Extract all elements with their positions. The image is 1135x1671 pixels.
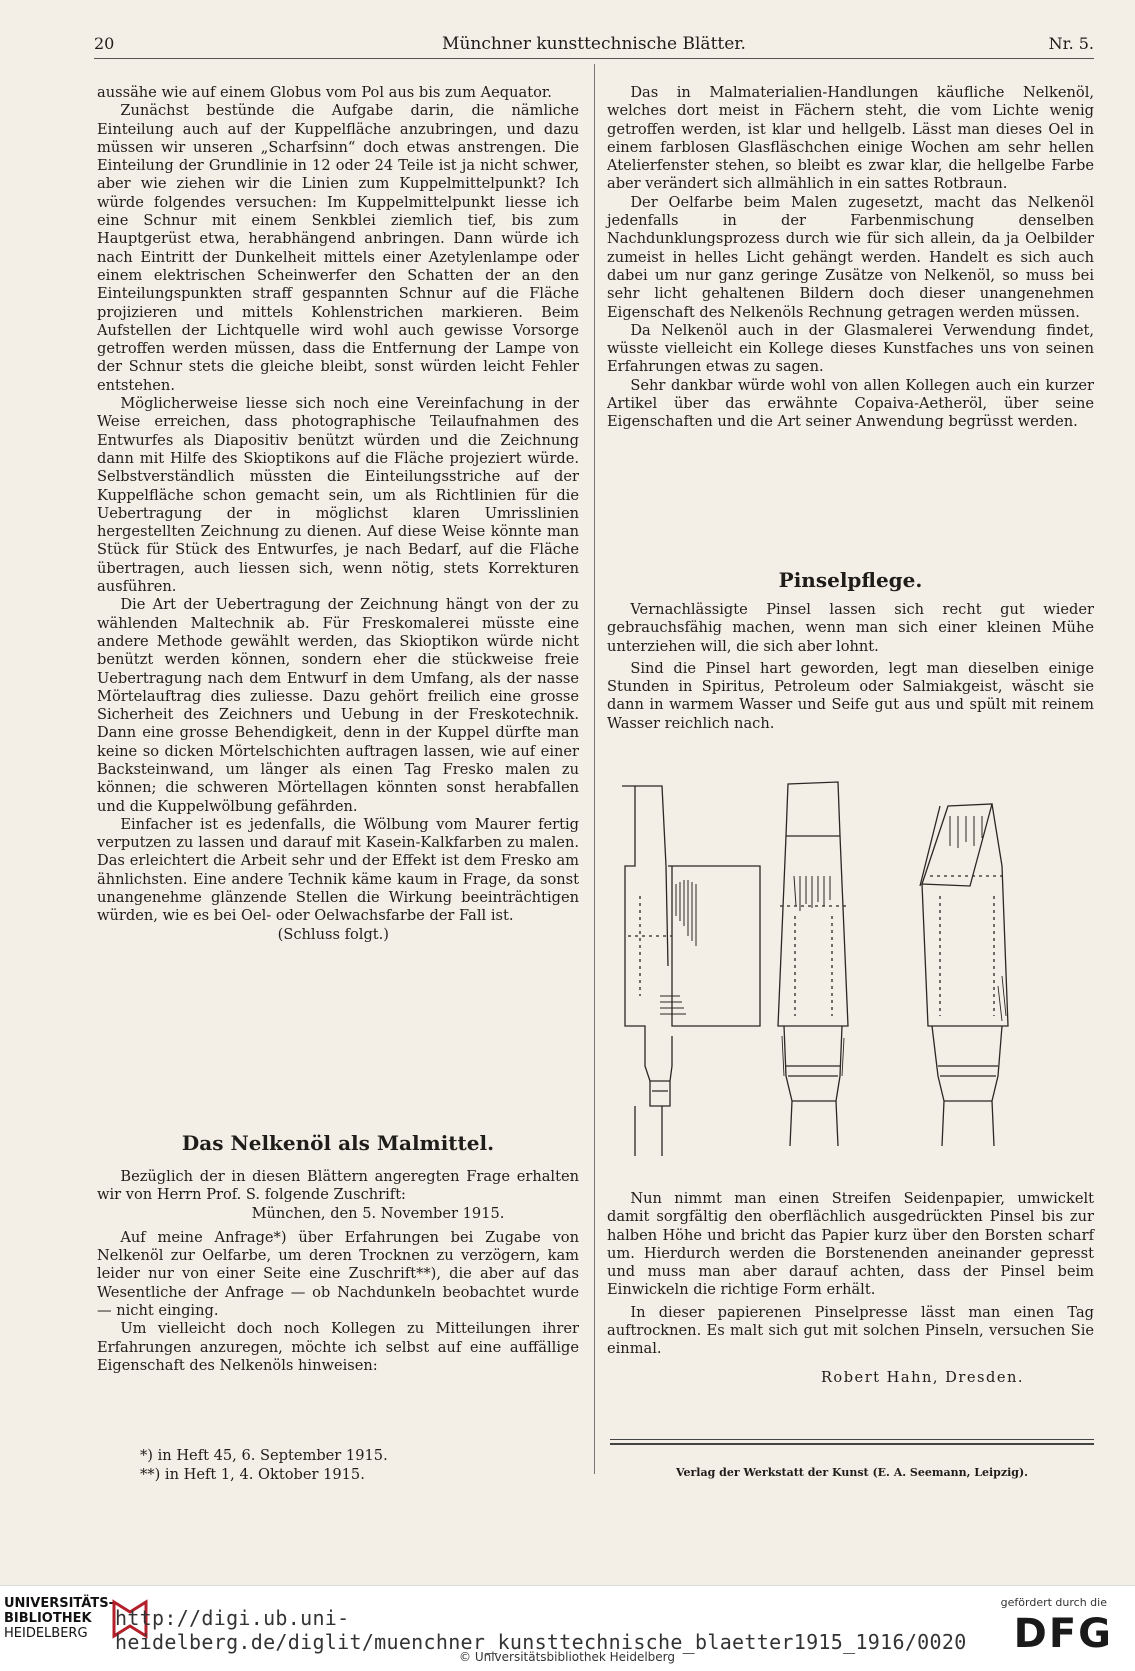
paragraph: Nun nimmt man einen Streifen Seidenpapier, umwickelt damit sorgfältig den oberflächlich ausgedrückten Pinsel bis zur halben Höhe und bricht das Papier kurz über den Borsten scharf um. Hierdurch werden die Borstenenden aneinander gepresst und muss man aber darauf achten, dass der Pinsel beim Einwickeln die richtige Form erhält. bbox=[607, 1190, 1094, 1299]
brush-figure-1 bbox=[622, 786, 760, 1156]
paragraph: Sind die Pinsel hart geworden, legt man dieselben einige Stunden in Spiritus, Petroleum oder Salmiakgeist, wäscht sie dann in warmem Wasser und Seife gut aus und spült mit reinem Wasser reichlich nach. bbox=[607, 659, 1094, 732]
paragraph: Der Oelfarbe beim Malen zugesetzt, macht das Nelkenöl jedenfalls in der Farbenmischung denselben Nachdunklungsprozess durch wie für sich allein, da ja Oelbilder zumeist in helles Licht gehängt werden. Handelt es sich auch dabei um nur ganz geringe Zusätze von Nelkenöl, so muss bei sehr licht gehaltenen Bildern doch dieser unangenehmen Eigenschaft des Nelkenöls Rechnung getragen werden müssen. bbox=[607, 193, 1094, 321]
library-name-line: HEIDELBERG bbox=[4, 1626, 88, 1641]
paragraph: Sehr dankbar würde wohl von allen Kollegen auch ein kurzer Artikel über das erwähnte Copaiva-Aetheröl, über seine Eigenschaften und die Art seiner Anwendung begrüsst werden. bbox=[607, 376, 1094, 431]
paragraph: Das in Malmaterialien-Handlungen käufliche Nelkenöl, welches dort meist in Fächern steht, die vom Lichte wenig getroffen werden, ist klar und hellgelb. Lässt man dieses Oel in einem farblosen Glasfläschchen einige Wochen am sehr hellen Atelierfenster stehen, so bleibt es zwar klar, die hellgelbe Farbe aber verändert sich allmählich in ein sattes Rotbraun. bbox=[607, 84, 1094, 193]
brush-illustration bbox=[610, 776, 1094, 1166]
footer-rule bbox=[610, 1439, 1094, 1440]
issue-number: Nr. 5. bbox=[1048, 34, 1094, 53]
footnote: *) in Heft 45, 6. September 1915. bbox=[140, 1447, 388, 1464]
brush-figure-3 bbox=[920, 804, 1008, 1146]
author-signature: Robert Hahn, Dresden. bbox=[820, 1368, 1024, 1386]
paragraph: Auf meine Anfrage*) über Erfahrungen bei Zugabe von Nelkenöl zur Oelfarbe, um deren Trocknen zu verzögern, kam leider nur von einer Seite eine Zuschrift**), die aber auf das Wesentliche der Anfrage — ob Nachdunkeln beobachtet wurde — nicht einging. bbox=[97, 1228, 579, 1320]
footnote: **) in Heft 1, 4. Oktober 1915. bbox=[140, 1466, 365, 1483]
nelkenoel-body bbox=[97, 1168, 579, 1375]
article-heading-pinselpflege: Pinselpflege. bbox=[778, 568, 923, 592]
dfg-logo: DFG bbox=[1013, 1611, 1113, 1657]
column-divider bbox=[594, 64, 595, 1474]
right-column bbox=[607, 84, 1094, 432]
paragraph: aussähe wie auf einem Globus vom Pol aus bis zum Aequator. bbox=[97, 84, 552, 101]
paragraph: Da Nelkenöl auch in der Glasmalerei Verwendung findet, wüsste vielleicht ein Kollege dieses Kunstfaches uns von seinen Erfahrungen etwas zu sagen. bbox=[607, 321, 1094, 376]
footer-rule-thick bbox=[610, 1443, 1094, 1445]
paragraph: Einfacher ist es jedenfalls, die Wölbung vom Maurer fertig verputzen zu lassen und darauf mit Kasein-Kalkfarben zu malen. Das erleichtert die Arbeit sehr und der Effekt ist dem Fresko am ähnlichsten. Eine andere Technik käme kaum in Frage, da sonst unangenehme glänzende Stellen die Wirkung beeinträchtigen würden, wie es bei Oel- oder Oelwachsfarbe der Fall ist. bbox=[97, 815, 579, 925]
brush-figure-2 bbox=[778, 782, 848, 1146]
funding-label: gefördert durch die bbox=[1000, 1596, 1107, 1609]
dateline: München, den 5. November 1915. bbox=[251, 1204, 505, 1222]
paragraph: Zunächst bestünde die Aufgabe darin, die nämliche Einteilung auch auf der Kuppelfläche anzubringen, und dazu müssen wir unseren „Scharfsinn“ doch etwas anstrengen. Die Einteilung der Grundlinie in 12 oder 24 Teile ist ja nicht schwer, aber wie ziehen wir die Linien zum Kuppelmittelpunkt? Ich würde folgendes versuchen: Im Kuppelmittelpunkt liesse ich eine Schnur mit einem Senkblei ziemlich tief, bis zum Hauptgerüst etwa, herabhängend anbringen. Dann würde ich nach Eintritt der Dunkelheit mittels einer Azetylenlampe oder einem elektrischen Scheinwerfer den Schatten der an den Einteilungspunkten straff gespannten Schnur auf die Fläche projizieren und mittels Kohlenstrichen markieren. Beim Aufstellen der Lichtquelle wird wohl auch gewisse Vorsorge getroffen werden müssen, dass die Entfernung der Lampe von der Schnur stets die gleiche bleibt, sonst würden leicht Fehler entstehen. bbox=[97, 102, 579, 394]
library-name-line: UNIVERSITÄTS- bbox=[4, 1596, 114, 1611]
paragraph: Die Art der Uebertragung der Zeichnung hängt von der zu wählenden Maltechnik ab. Für Freskomalerei müsste eine andere Methode gewählt werden, das Skioptikon würde nicht benützt werden können, sondern eher die stückweise freie Uebertragung nach dem Entwurf in dem Umfang, als der nasse Mörtelauftrag dies zuliesse. Dazu gehört freilich eine grosse Sicherheit des Zeichners und Uebung in der Freskotechnik. Dann eine grosse Behendigkeit, denn in der Kuppel dürfte man keine so dicken Mörtelschichten auftragen lassen, wie auf einer Backsteinwand, um länger als einen Tag Fresko malen zu können; die schweren Mörtellagen könnten sonst herabfallen und die Kuppelwölbung gefährden. bbox=[97, 596, 579, 815]
paragraph: In dieser papierenen Pinselpresse lässt man einen Tag auftrocknen. Es malt sich gut mit solchen Pinseln, versuchen Sie einmal. bbox=[607, 1303, 1094, 1358]
paragraph: Um vielleicht doch noch Kollegen zu Mitteilungen ihrer Erfahrungen anzuregen, möchte ich selbst auf eine auffällige Eigenschaft des Nelkenöls hinweisen: bbox=[97, 1320, 579, 1374]
page-header bbox=[94, 30, 1094, 56]
article-heading-nelkenoel: Das Nelkenöl als Malmittel. bbox=[181, 1131, 495, 1155]
digitization-footer bbox=[0, 1585, 1135, 1671]
library-name-line: BIBLIOTHEK bbox=[4, 1611, 92, 1626]
paragraph: Vernachlässigte Pinsel lassen sich recht gut wieder gebrauchsfähig machen, wenn man sich einer kleinen Mühe unterziehen will, die sich aber lohnt. bbox=[607, 601, 1094, 655]
permalink-url[interactable]: http://digi.ub.uni-heidelberg.de/diglit/muenchner_kunsttechnische_blaetter1915_1916/0020 bbox=[115, 1606, 967, 1654]
publisher-line: Verlag der Werkstatt der Kunst (E. A. Seemann, Leipzig). bbox=[675, 1466, 1029, 1479]
left-column bbox=[97, 84, 579, 944]
continued-note: (Schluss folgt.) bbox=[277, 925, 389, 943]
header-rule bbox=[94, 58, 1094, 59]
pinselpflege-body bbox=[607, 601, 1094, 733]
paragraph: Bezüglich der in diesen Blättern angeregten Frage erhalten wir von Herrn Prof. S. folgende Zuschrift: bbox=[97, 1168, 579, 1204]
paragraph: Möglicherweise liesse sich noch eine Vereinfachung in der Weise erreichen, dass photographische Teilaufnahmen des Entwurfes als Diapositiv benützt würden und die Zeichnung dann mit Hilfe des Skioptikons auf die Fläche projeziert würde. Selbstverständlich müssten die Einteilungsstriche auf der Kuppelfläche schon gemacht sein, um als Richtlinien für die Uebertragung der in möglichst klaren Umrisslinien hergestellten Zeichnung zu dienen. Auf diese Weise könnte man Stück für Stück des Entwurfes, je nach Bedarf, auf die Fläche übertragen, auch liessen sich, wenn nötig, stets Korrekturen ausführen. bbox=[97, 395, 579, 596]
copyright-note: © Universitätsbibliothek Heidelberg bbox=[459, 1650, 676, 1664]
journal-title: Münchner kunsttechnische Blätter. bbox=[442, 34, 746, 54]
pinselpflege-continued bbox=[607, 1190, 1094, 1387]
library-logo bbox=[4, 1596, 114, 1641]
page-number: 20 bbox=[94, 34, 115, 53]
